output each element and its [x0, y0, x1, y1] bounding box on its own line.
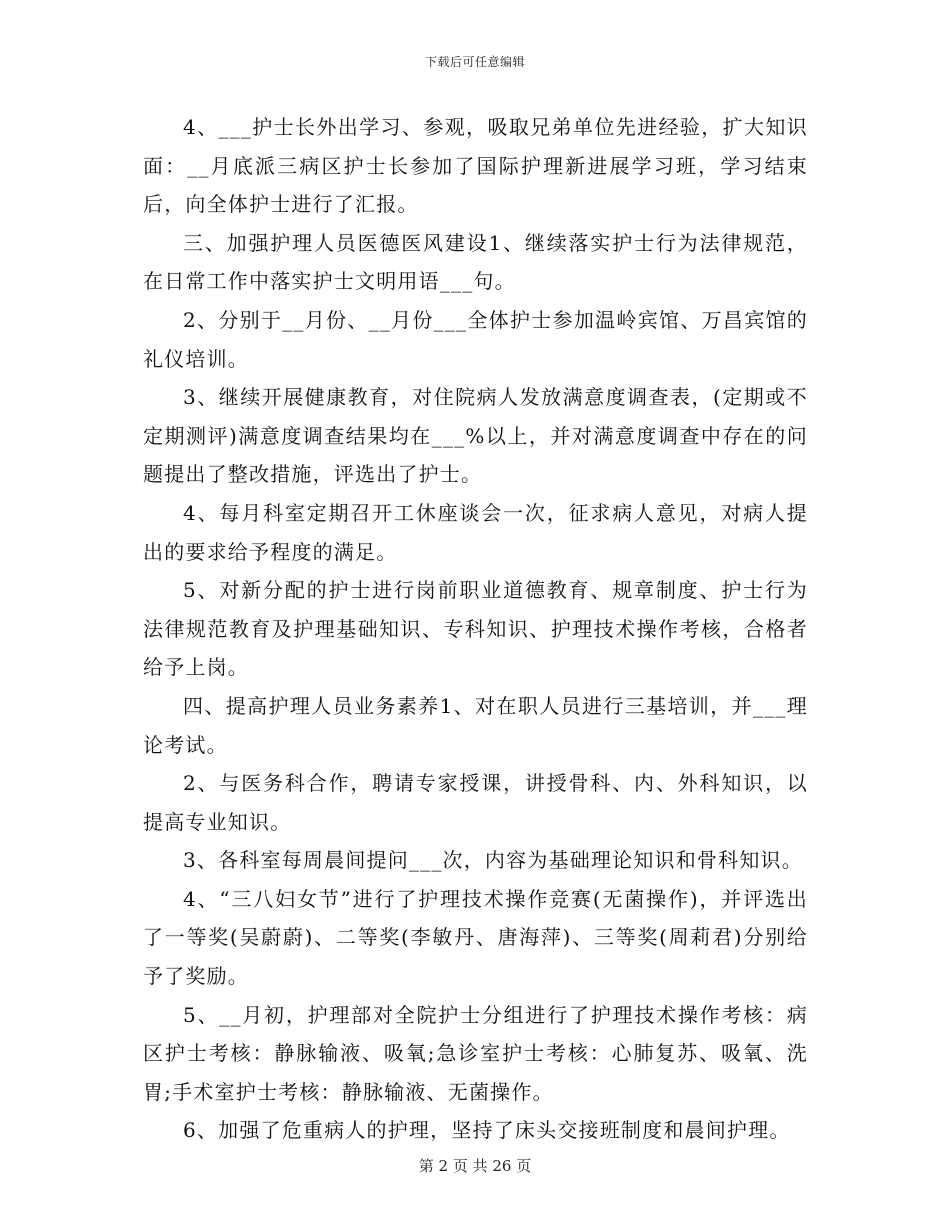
paragraph-9: 3、各科室每周晨间提问___次，内容为基础理论知识和骨科知识。: [183, 848, 803, 873]
paragraph-6: 5、对新分配的护士进行岗前职业道德教育、规章制度、护士行为法律规范教育及护理基础知识、专科知识、护理技术操作考核，合格者给予上岗。: [143, 578, 808, 680]
page-footer: 第 2 页 共 26 页: [418, 1157, 532, 1175]
paragraph-2: 三、加强护理人员医德医风建设1、继续落实护士行为法律规范，在日常工作中落实护士文明用语___句。: [143, 230, 808, 294]
paragraph-1: 4、___护士长外出学习、参观，吸取兄弟单位先进经验，扩大知识面：__月底派三病区护士长参加了国际护理新进展学习班，学习结束后，向全体护士进行了汇报。: [143, 115, 808, 217]
paragraph-8: 2、与医务科合作，聘请专家授课，讲授骨科、内、外科知识，以提高专业知识。: [143, 771, 808, 834]
paragraph-3: 2、分别于__月份、__月份___全体护士参加温岭宾馆、万昌宾馆的礼仪培训。: [143, 307, 808, 371]
paragraph-10: 4、“三八妇女节”进行了护理技术操作竞赛(无菌操作)，并评选出了一等奖(吴蔚蔚)、二等奖(李敏丹、唐海萍)、三等奖(周莉君)分别给予了奖励。: [143, 886, 808, 989]
page-header: 下载后可任意编辑: [424, 55, 525, 69]
paragraph-7: 四、提高护理人员业务素养1、对在职人员进行三基培训，并___理论考试。: [143, 693, 808, 757]
document-body: [143, 108, 808, 1150]
paragraph-5: 4、每月科室定期召开工休座谈会一次，征求病人意见，对病人提出的要求给予程度的满足。: [143, 500, 808, 564]
paragraph-11: 5、__月初，护理部对全院护士分组进行了护理技术操作考核：病区护士考核：静脉输液、吸氧;急诊室护士考核：心肺复苏、吸氧、洗胃;手术室护士考核：静脉输液、无菌操作。: [143, 1002, 808, 1104]
paragraph-4: 3、继续开展健康教育，对住院病人发放满意度调查表，(定期或不定期测评)满意度调查结果均在___%以上，并对满意度调查中存在的问题提出了整改措施，评选出了护士。: [143, 385, 808, 487]
paragraph-12: 6、加强了危重病人的护理，坚持了床头交接班制度和晨间护理。: [183, 1118, 791, 1143]
